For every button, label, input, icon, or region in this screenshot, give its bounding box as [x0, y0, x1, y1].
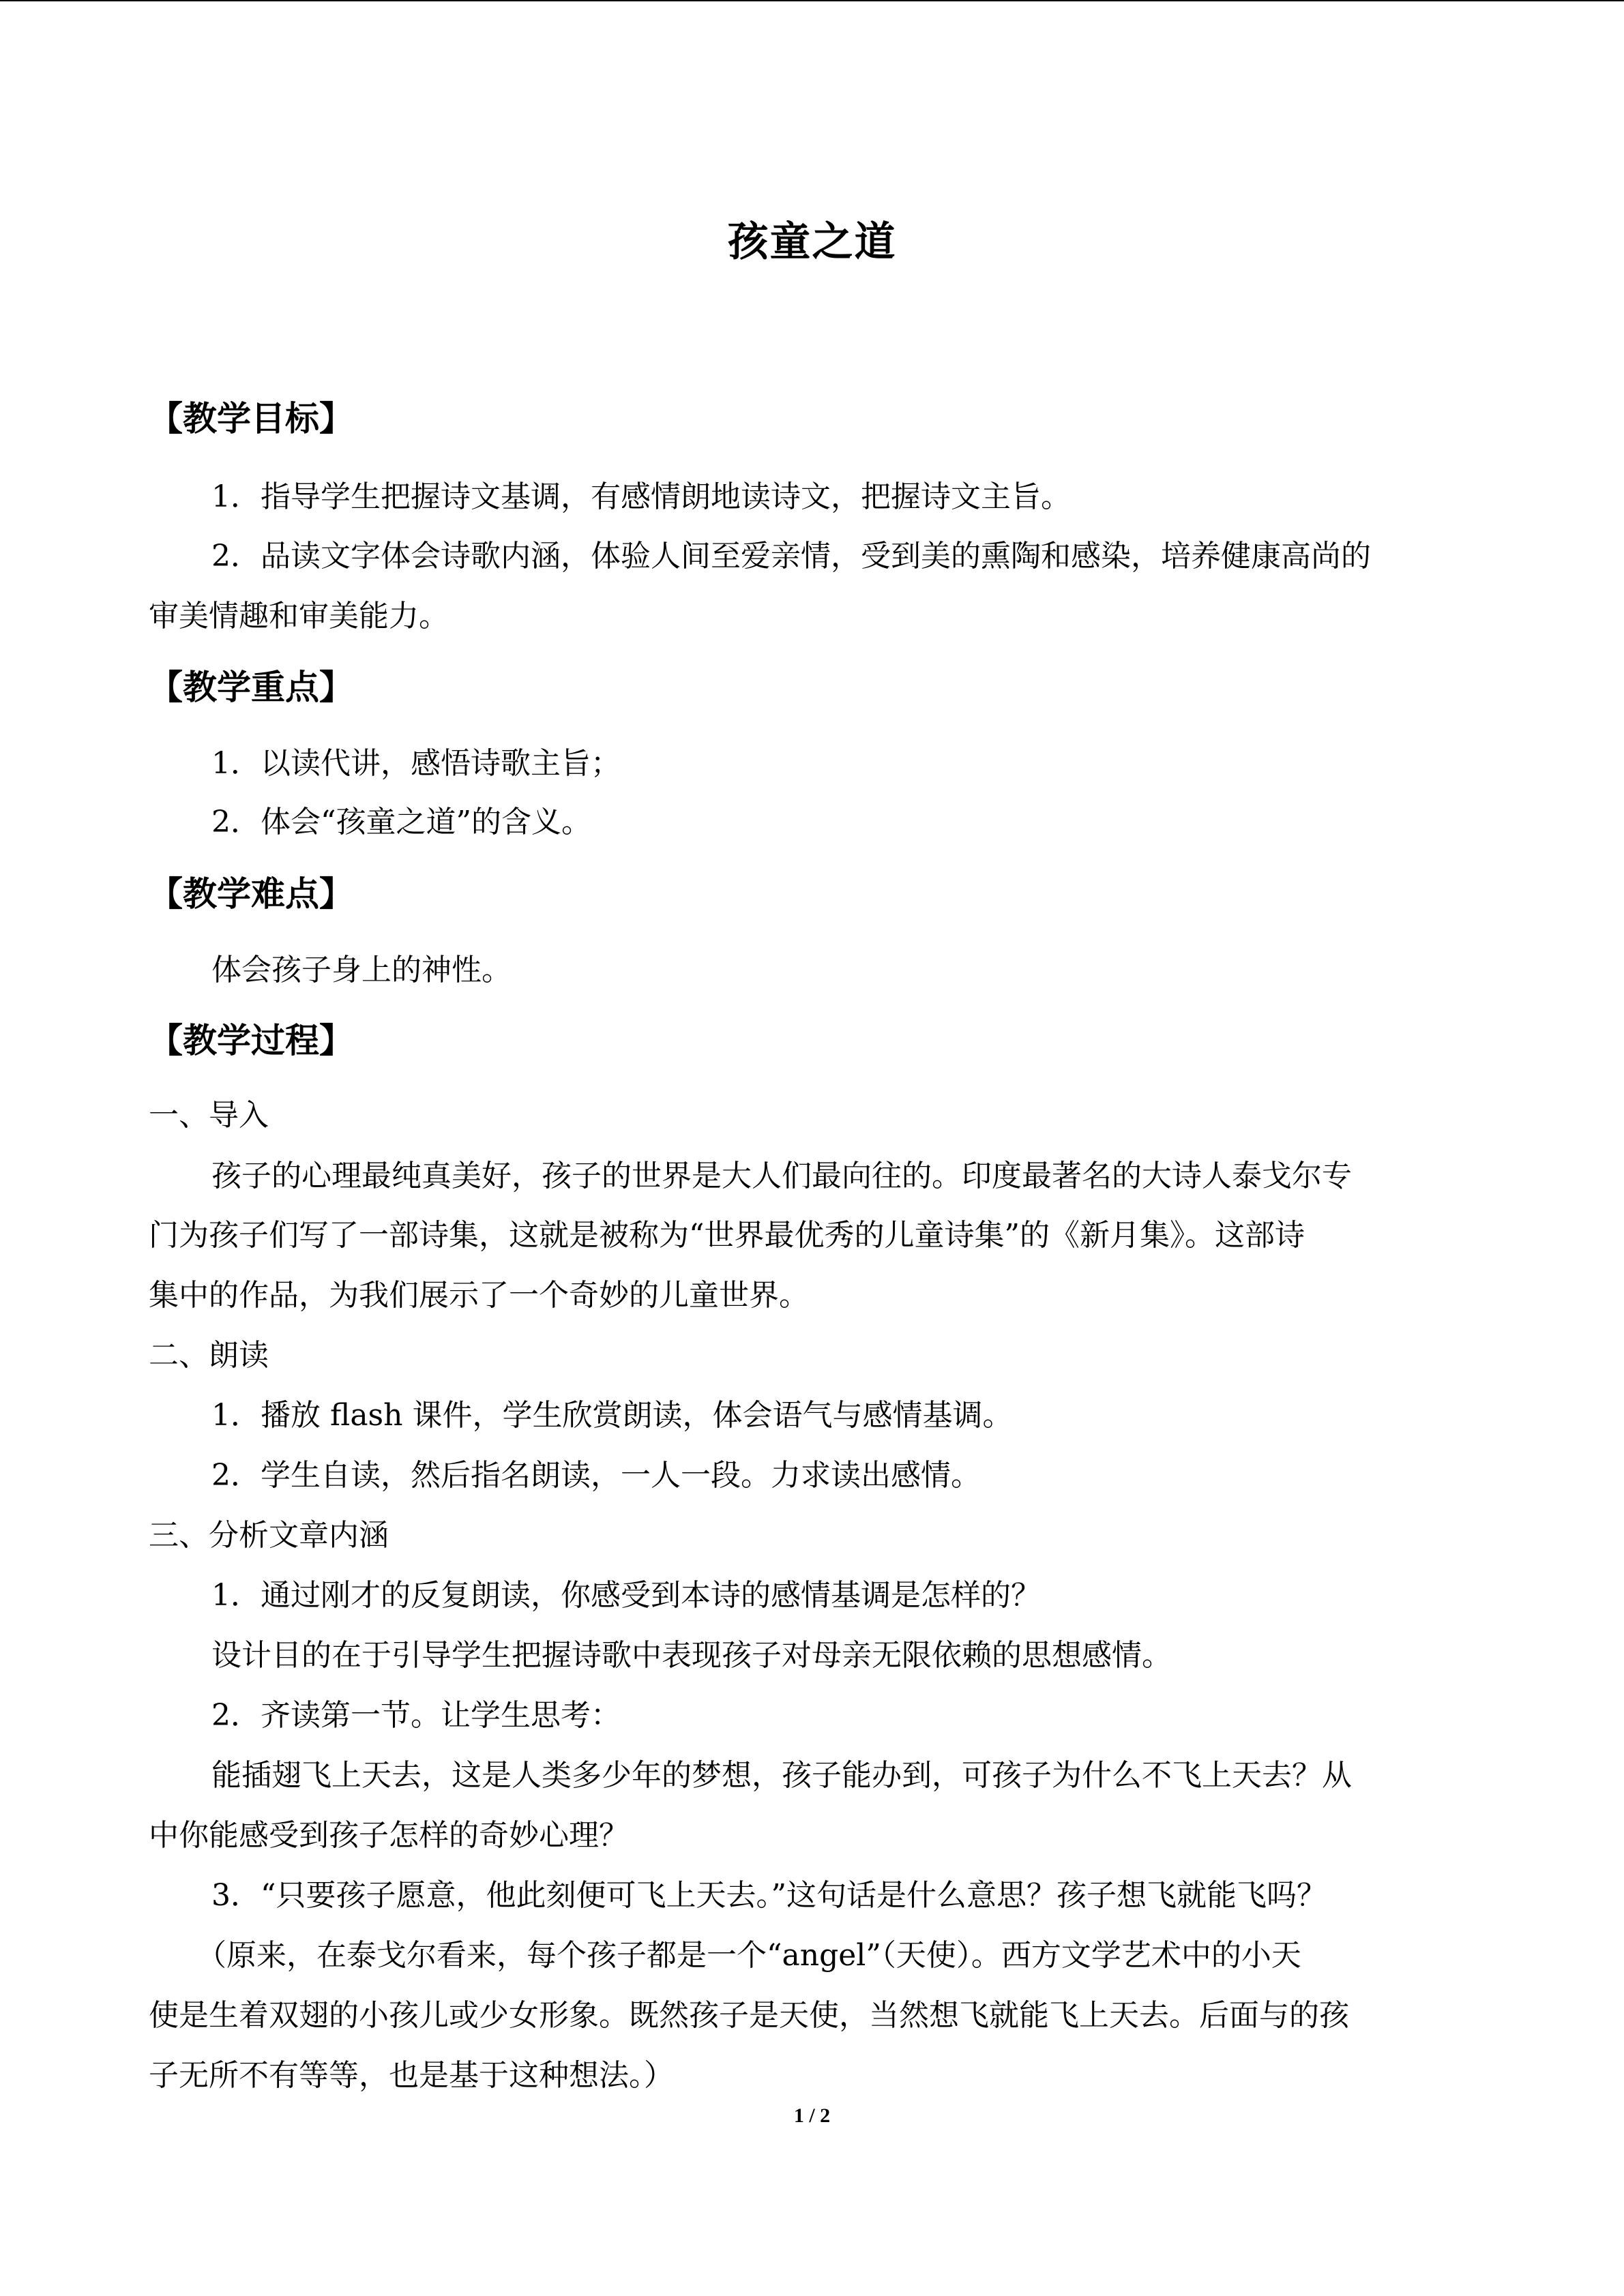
- paragraph-line: （原来，在泰戈尔看来，每个孩子都是一个“angel”（天使）。西方文学艺术中的小天: [196, 1938, 1301, 1973]
- paragraph-line: 审美情趣和审美能力。: [149, 599, 449, 633]
- paragraph-line: 集中的作品，为我们展示了一个奇妙的儿童世界。: [149, 1278, 809, 1313]
- section-heading-goals: 【教学目标】: [149, 399, 353, 438]
- paragraph-line: 2．齐读第一节。让学生思考：: [211, 1698, 621, 1733]
- paragraph-line: 门为孩子们写了一部诗集，这就是被称为“世界最优秀的儿童诗集”的《新月集》。这部诗: [149, 1218, 1305, 1253]
- subsection-heading: 三、分析文章内涵: [149, 1518, 389, 1553]
- paragraph-line: 2．品读文字体会诗歌内涵，体验人间至爱亲情，受到美的熏陶和感染，培养健康高尚的: [211, 539, 1371, 573]
- subsection-heading: 一、导入: [149, 1098, 269, 1133]
- paragraph-line: 孩子的心理最纯真美好，孩子的世界是大人们最向往的。印度最著名的大诗人泰戈尔专: [211, 1159, 1352, 1193]
- paragraph-line: 使是生着双翅的小孩儿或少女形象。既然孩子是天使，当然想飞就能飞上天去。后面与的孩: [149, 1998, 1349, 2033]
- paragraph-line: 中你能感受到孩子怎样的奇妙心理？: [149, 1818, 629, 1853]
- paragraph-line: 3．“只要孩子愿意，他此刻便可飞上天去。”这句话是什么意思？孩子想飞就能飞吗？: [211, 1878, 1327, 1913]
- paragraph-line: 2．学生自读，然后指名朗读，一人一段。力求读出感情。: [211, 1458, 981, 1493]
- paragraph-line: 1．播放 flash 课件，学生欣赏朗读，体会语气与感情基调。: [211, 1398, 1013, 1433]
- paragraph-line: 子无所不有等等，也是基于这种想法。）: [149, 2058, 674, 2093]
- page-number: 1 / 2: [793, 2104, 831, 2127]
- document-title: 孩童之道: [727, 218, 897, 266]
- section-heading-focus: 【教学重点】: [149, 668, 353, 707]
- paragraph-line: 能插翅飞上天去，这是人类多少年的梦想，孩子能办到，可孩子为什么不飞上天去？从: [211, 1758, 1352, 1793]
- paragraph-line: 设计目的在于引导学生把握诗歌中表现孩子对母亲无限依赖的思想感情。: [211, 1638, 1172, 1673]
- paragraph-line: 1．通过刚才的反复朗读，你感受到本诗的感情基调是怎样的？: [211, 1578, 1041, 1613]
- paragraph-line: 2．体会“孩童之道”的含义。: [211, 805, 591, 839]
- paragraph-line: 1．指导学生把握诗文基调，有感情朗地读诗文，把握诗文主旨。: [211, 479, 1071, 514]
- paragraph-line: 体会孩子身上的神性。: [211, 953, 512, 987]
- section-heading-process: 【教学过程】: [149, 1021, 353, 1060]
- section-heading-difficulty: 【教学难点】: [149, 874, 353, 914]
- paragraph-line: 1．以读代讲，感悟诗歌主旨；: [211, 746, 621, 781]
- subsection-heading: 二、朗读: [149, 1338, 269, 1373]
